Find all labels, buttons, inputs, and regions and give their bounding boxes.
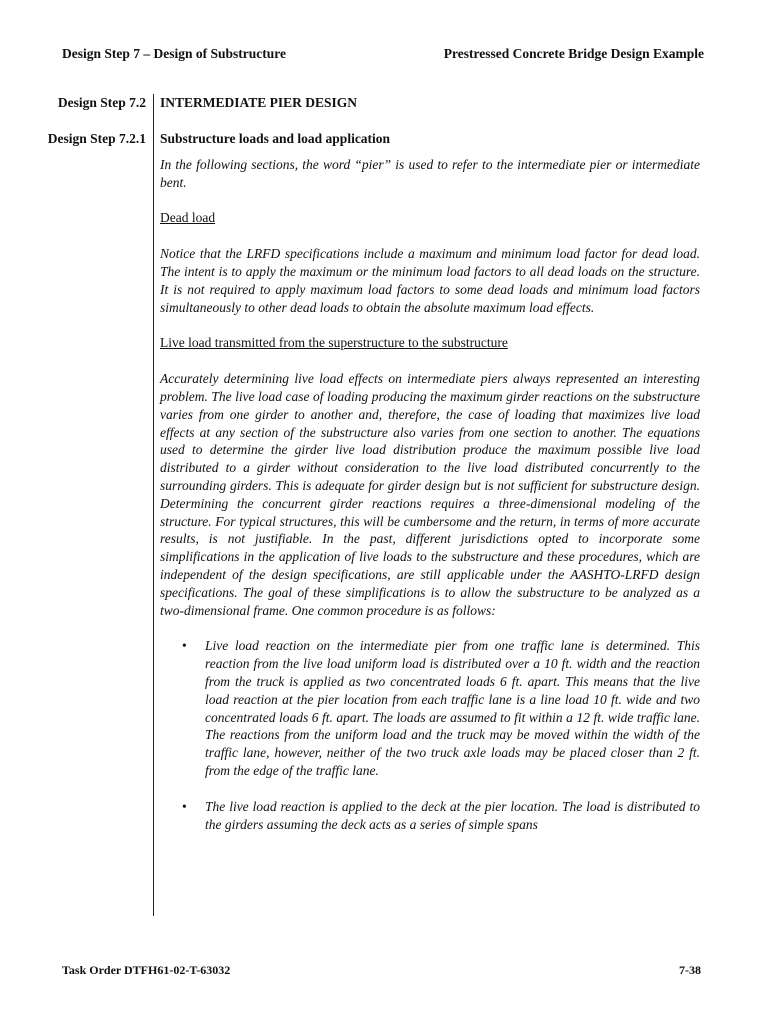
footer-task-order: Task Order DTFH61-02-T-63032 [62,963,231,977]
list-item [160,637,700,779]
live-load-paragraph: Accurately determining live load effects on intermediate piers always represented an interesting problem. The live load case of loading producing the maximum girder reactions on the substructure varies from one girder to another and, therefore, the case of loading that maximizes live load effects at any section of the substructure also varies from one section to another. The equations used to determine the girder live load distribution produce the maximum possible live load distributed to a girder without consideration to the live load distributed concurrently to the surrounding girders. This is adequate for girder design but is not sufficient for substructure design. Determining the concurrent girder reactions requires a three-dimensional modeling of the structure. For typical structures, this will be cumbersome and the return, in terms of more accurate results, is not justifiable. In the past, different jurisdictions opted to incorporate some simplifications in the application of live loads to the substructure and these procedures, which are independent of the design specifications, are still applicable under the AASHTO-LRFD design specifications. The goal of these simplifications is to allow the substructure to be analyzed as a two-dimensional frame. One common procedure is as follows: [160,371,700,618]
main-content [160,94,700,833]
margin-design-step-7-2: Design Step 7.2 [57,95,146,110]
dead-load-paragraph: Notice that the LRFD specifications include a maximum and minimum load factor for dead load. The intent is to apply the maximum or the minimum load factors to all dead loads on the structure. It is not required to apply maximum load factors to some dead loads and minimum load factors simultaneously to other dead loads to obtain the absolute maximum load effects. [160,246,700,315]
margin-design-step-7-2-1: Design Step 7.2.1 [47,131,146,146]
list-item [160,798,700,834]
margin-divider-line [153,94,154,916]
bullet-marker: • [182,798,187,814]
subsection-title: Substructure loads and load application [160,131,391,146]
running-header-left: Design Step 7 – Design of Substructure [62,46,287,61]
running-header-right: Prestressed Concrete Bridge Design Example [443,46,704,61]
bullet-marker: • [182,638,187,654]
intro-paragraph: In the following sections, the word “pier” is used to refer to the intermediate pier or intermediate bent. [160,156,700,190]
dead-load-heading: Dead load [160,210,216,226]
bullet-text: The live load reaction is applied to the deck at the pier location. The load is distributed to the girders assuming the deck acts as a series of simple spans [205,798,700,832]
page-number: 7-38 [679,963,701,977]
bullet-text: Live load reaction on the intermediate pier from one traffic lane is determined. This reaction from the live load uniform load is distributed over a 10 ft. width and the reaction from the truck is applied as two concentrated loads 6 ft. apart. This means that the live load reaction at the pier location from each traffic lane is a line load 10 ft. wide and two concentrated loads 6 ft. apart. The loads are assumed to fit within a 12 ft. wide traffic lane. The reactions from the uniform load and the truck may be moved within the width of the traffic lane, however, neither of the two truck axle loads may be placed closer than 2 ft. from the edge of the traffic lane. [205,638,700,778]
section-title: INTERMEDIATE PIER DESIGN [160,95,358,110]
live-load-heading: Live load transmitted from the superstructure to the substructure [160,335,508,351]
